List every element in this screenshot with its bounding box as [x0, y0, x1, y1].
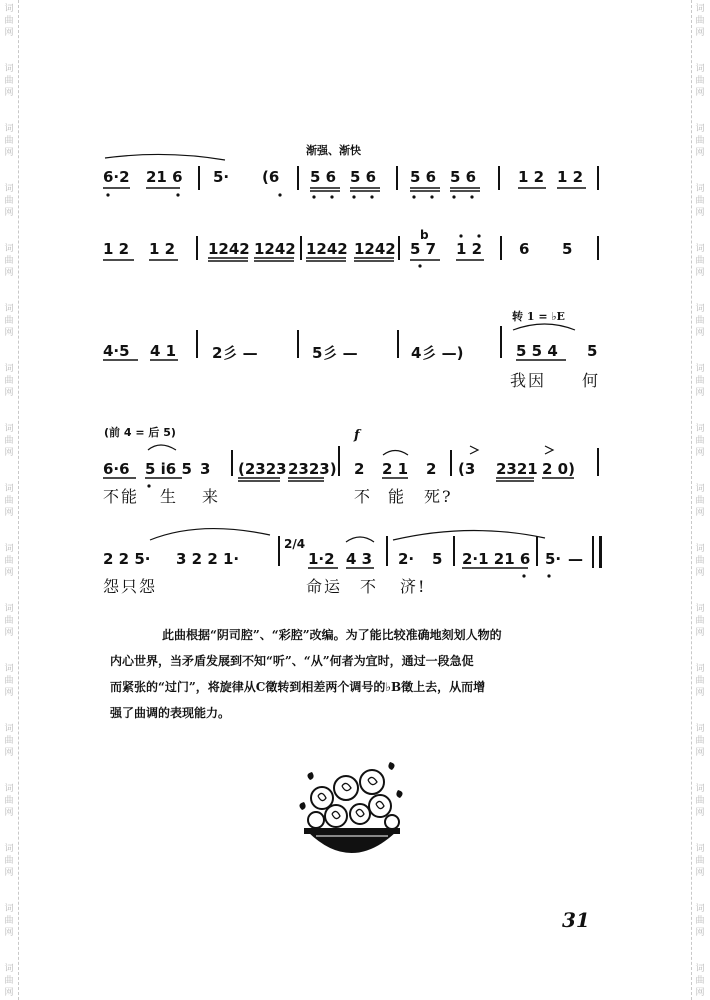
watermark-glyph: 曲: [4, 556, 14, 566]
watermark-glyph: 曲: [4, 196, 14, 206]
note-group: 2 2 5·: [103, 550, 151, 568]
watermark-glyph: 词: [4, 4, 14, 14]
watermark-glyph: 曲: [695, 556, 705, 566]
watermark-glyph: 词: [4, 904, 14, 914]
watermark-glyph: 词: [4, 724, 14, 734]
page-number: 31: [562, 908, 590, 932]
lyric: 济!: [400, 577, 427, 596]
note-group: 5 7: [410, 240, 437, 258]
watermark-glyph: 网: [4, 808, 14, 818]
note-group: 3: [200, 460, 211, 478]
watermark-glyph: 词: [4, 424, 14, 434]
watermark-glyph: 网: [4, 208, 14, 218]
watermark-glyph: 曲: [695, 496, 705, 506]
watermark-glyph: 网: [4, 328, 14, 338]
watermark-glyph: 网: [4, 628, 14, 638]
watermark-glyph: 词: [695, 844, 705, 854]
watermark-glyph: 词: [4, 544, 14, 554]
note-group: 4 1: [150, 342, 177, 360]
note-group: 1 2: [518, 168, 545, 186]
watermark-glyph: 词: [4, 184, 14, 194]
watermark-glyph: 曲: [695, 76, 705, 86]
watermark-glyph: 曲: [4, 16, 14, 26]
note-group: 5 5 4: [516, 342, 558, 360]
watermark-glyph: 网: [4, 688, 14, 698]
watermark-glyph: 网: [695, 388, 705, 398]
watermark-glyph: 网: [695, 688, 705, 698]
note-group: (2323: [238, 460, 287, 478]
watermark-glyph: 曲: [4, 76, 14, 86]
watermark-glyph: 网: [695, 268, 705, 278]
note-group: 5: [562, 240, 573, 258]
note-group: 4彡 —): [411, 344, 464, 362]
note-group: 1 2: [456, 240, 483, 258]
watermark-glyph: 曲: [4, 976, 14, 986]
key-annotation: (前 4 = 后 5): [104, 426, 176, 439]
time-signature: 2/4: [284, 537, 306, 551]
watermark-glyph: 词: [695, 484, 705, 494]
note-group: 5: [587, 342, 598, 360]
watermark-glyph: 词: [4, 604, 14, 614]
watermark-glyph: 词: [4, 244, 14, 254]
watermark-glyph: 曲: [4, 256, 14, 266]
watermark-glyph: 网: [695, 28, 705, 38]
watermark-glyph: 词: [695, 904, 705, 914]
watermark-glyph: 词: [695, 124, 705, 134]
watermark-glyph: 网: [695, 628, 705, 638]
watermark-glyph: 曲: [695, 16, 705, 26]
watermark-glyph: 网: [4, 148, 14, 158]
note-group: —: [568, 550, 583, 568]
note-group: 2 1: [382, 460, 409, 478]
note-group: (6: [262, 168, 280, 186]
watermark-glyph: 曲: [695, 616, 705, 626]
watermark-glyph: 曲: [695, 316, 705, 326]
watermark-glyph: 曲: [4, 316, 14, 326]
lyric: 不: [360, 577, 379, 596]
watermark-glyph: 网: [4, 988, 14, 998]
note-group: 2 0): [542, 460, 575, 478]
lyric: 死?: [424, 487, 453, 506]
watermark-glyph: 网: [695, 448, 705, 458]
note-group: 1 2: [557, 168, 584, 186]
note-group: 5 6: [450, 168, 477, 186]
watermark-glyph: 曲: [4, 376, 14, 386]
note-group: 1242: [254, 240, 296, 258]
watermark-glyph: 词: [4, 124, 14, 134]
note-group: 1242: [354, 240, 396, 258]
watermark-glyph: 曲: [695, 736, 705, 746]
note-group: 5·: [545, 550, 562, 568]
tempo-annotation: 渐强、渐快: [306, 144, 361, 157]
paragraph-line: 而紧张的“过门”，将旋律从C徵转到相差两个调号的♭B徵上去，从而增: [110, 680, 486, 694]
note-group: 1242: [208, 240, 250, 258]
note-group: (3: [458, 460, 476, 478]
watermark-glyph: 网: [4, 508, 14, 518]
watermark-glyph: 曲: [695, 916, 705, 926]
note-group: 5: [432, 550, 443, 568]
note-group: 2: [354, 460, 365, 478]
watermark-glyph: 词: [4, 484, 14, 494]
note-group: 2彡 —: [212, 344, 258, 362]
watermark-glyph: 词: [695, 364, 705, 374]
paragraph-line: 此曲根据“阴司腔”、“彩腔”改编。为了能比较准确地刻划人物的: [162, 628, 502, 642]
watermark-glyph: 网: [4, 448, 14, 458]
watermark-glyph: 词: [695, 304, 705, 314]
note-group: 2323): [288, 460, 337, 478]
lyric: 来: [202, 487, 221, 506]
lyric: 能: [388, 487, 407, 506]
watermark-glyph: 网: [695, 568, 705, 578]
note-group: 5 6: [410, 168, 437, 186]
note-group: 1242: [306, 240, 348, 258]
watermark-glyph: 曲: [695, 676, 705, 686]
watermark-glyph: 曲: [695, 796, 705, 806]
note-group: 4·5: [103, 342, 130, 360]
lyric: 不: [354, 487, 373, 506]
watermark-glyph: 曲: [695, 376, 705, 386]
watermark-glyph: 曲: [695, 976, 705, 986]
watermark-glyph: 网: [695, 988, 705, 998]
watermark-glyph: 词: [4, 784, 14, 794]
lyric: 不能: [103, 487, 140, 506]
watermark-glyph: 网: [695, 148, 705, 158]
note-group: 5 6: [310, 168, 337, 186]
watermark-glyph: 词: [4, 64, 14, 74]
watermark-glyph: 网: [4, 868, 14, 878]
watermark-glyph: 曲: [4, 676, 14, 686]
watermark-glyph: 曲: [4, 436, 14, 446]
watermark-glyph: 词: [695, 4, 705, 14]
watermark-glyph: 词: [695, 424, 705, 434]
lyric: 命运: [306, 577, 343, 596]
note-group: 1 2: [103, 240, 130, 258]
watermark-glyph: 曲: [4, 136, 14, 146]
lyric: 怨只怨: [103, 577, 158, 596]
watermark-glyph: 曲: [695, 256, 705, 266]
lyric: 我因: [510, 371, 547, 390]
watermark-glyph: 曲: [4, 916, 14, 926]
watermark-glyph: 词: [695, 244, 705, 254]
watermark-glyph: 曲: [695, 136, 705, 146]
note-group: 4 3: [346, 550, 373, 568]
note-group: 5·: [213, 168, 230, 186]
watermark-glyph: 词: [4, 364, 14, 374]
watermark-glyph: 网: [695, 88, 705, 98]
watermark-glyph: 网: [4, 388, 14, 398]
note-group: 5彡 —: [312, 344, 358, 362]
watermark-glyph: 词: [4, 964, 14, 974]
watermark-glyph: 词: [4, 664, 14, 674]
watermark-glyph: 词: [695, 604, 705, 614]
note-group: 1·2: [308, 550, 335, 568]
note-group: 2: [426, 460, 437, 478]
watermark-glyph: 曲: [4, 736, 14, 746]
watermark-glyph: 网: [695, 208, 705, 218]
watermark-glyph: 网: [695, 748, 705, 758]
paragraph-line: 强了曲调的表现能力。: [110, 706, 231, 720]
paragraph-line: 内心世界，当矛盾发展到不知“听”、“从”何者为宜时，通过一段急促: [110, 654, 474, 668]
watermark-glyph: 网: [4, 568, 14, 578]
note-group: 2·: [398, 550, 415, 568]
note-group: 3 2 2 1·: [176, 550, 240, 568]
note-group: 5 i6 5: [145, 460, 192, 478]
watermark-glyph: 词: [695, 724, 705, 734]
watermark-glyph: 网: [695, 328, 705, 338]
watermark-glyph: 网: [695, 868, 705, 878]
flower-basket-illustration: [296, 758, 406, 868]
watermark-glyph: 网: [4, 268, 14, 278]
watermark-glyph: 词: [695, 184, 705, 194]
watermark-glyph: 词: [695, 64, 705, 74]
watermark-glyph: 曲: [695, 436, 705, 446]
note-group: 1 2: [149, 240, 176, 258]
watermark-glyph: 词: [695, 784, 705, 794]
lyric: 生: [160, 487, 179, 506]
watermark-glyph: 曲: [4, 496, 14, 506]
watermark-glyph: 网: [4, 88, 14, 98]
watermark-glyph: 网: [4, 928, 14, 938]
note-group: 6: [519, 240, 530, 258]
key-change: 转 1 = ♭E: [512, 310, 565, 323]
watermark-glyph: 曲: [4, 856, 14, 866]
watermark-glyph: 曲: [4, 616, 14, 626]
note-group: 5 6: [350, 168, 377, 186]
note-group: 2·1 21 6: [462, 550, 531, 568]
note-group: 21 6: [146, 168, 183, 186]
flat-marker: b: [420, 228, 429, 242]
watermark-glyph: 网: [695, 508, 705, 518]
watermark-glyph: 词: [695, 544, 705, 554]
watermark-glyph: 曲: [4, 796, 14, 806]
note-group: 6·2: [103, 168, 130, 186]
watermark-glyph: 曲: [695, 856, 705, 866]
watermark-glyph: 曲: [695, 196, 705, 206]
watermark-glyph: 词: [695, 964, 705, 974]
watermark-glyph: 词: [4, 844, 14, 854]
description-paragraph: [110, 622, 580, 726]
watermark-glyph: 网: [695, 928, 705, 938]
note-group: 2321: [496, 460, 538, 478]
watermark-glyph: 词: [695, 664, 705, 674]
watermark-glyph: 网: [695, 808, 705, 818]
dynamic-marking: f: [354, 428, 360, 443]
watermark-glyph: 网: [4, 748, 14, 758]
lyric: 何: [582, 371, 601, 390]
watermark-glyph: 词: [4, 304, 14, 314]
note-group: 6·6: [103, 460, 130, 478]
watermark-glyph: 网: [4, 28, 14, 38]
